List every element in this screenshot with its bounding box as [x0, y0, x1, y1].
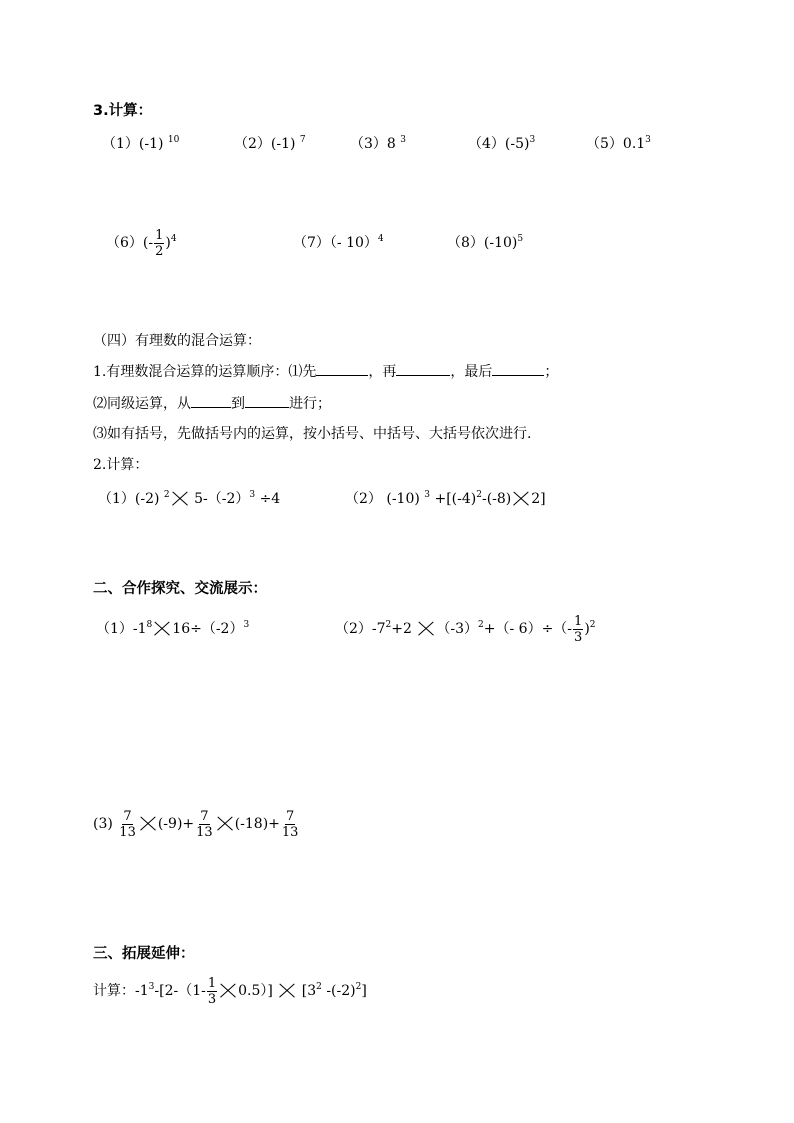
problem-4: $(4)(-5)^3$	[468, 135, 536, 152]
blank-4	[191, 393, 231, 408]
part-2-title: 二、合作探究、交流展示：	[93, 581, 267, 597]
fraction: $\frac{7}{13}$	[196, 808, 213, 840]
extension-problem: 计算：$-1^3-[2-(1-$ $\frac{1}{3}$ 0.5）] [$3^2$ $-(-2)^2$]	[93, 975, 367, 1007]
mixed-problem-2: （2） (-10) $^3 +[(-4)^2-(-8)$ 2]	[345, 490, 546, 507]
times-icon	[512, 491, 530, 507]
blank-1	[316, 361, 368, 376]
problem-5: $(5)0.1^3$	[586, 135, 651, 152]
times-icon	[153, 621, 171, 637]
fraction: $\frac{1}{3}$	[574, 613, 583, 645]
fraction: $\frac{7}{13}$	[119, 808, 136, 840]
times-icon	[171, 491, 189, 507]
mixed-problem-1: （1）(-2) $^2$ $5-(-2)^3 \div 4$	[98, 490, 281, 507]
fraction: $\frac{1}{3}$	[207, 975, 217, 1007]
blank-5	[245, 393, 289, 408]
coop-problem-2: $(2)-7^2+2$ $(-3)^2+(-$ 6）÷（- $\frac{1}{3}$ )$^2$	[335, 613, 596, 645]
brackets-line: ⑶如有括号，先做括号内的运算，按小括号、中括号、大括号依次进行.	[93, 426, 532, 442]
times-icon	[219, 983, 237, 999]
blank-3	[492, 361, 544, 376]
times-icon	[139, 816, 157, 832]
section-4-title: （四）有理数的混合运算：	[93, 333, 261, 349]
coop-problem-3: (3) $\frac{7}{13}$ (-9)+ $\frac{7}{13}$ (-18)+ $\frac{7}{13}$	[93, 808, 299, 840]
fraction: $\frac{1}{2}$	[155, 227, 164, 259]
coop-problem-1: $(1)-1^8$ $16\div(-2)^3$	[96, 620, 250, 637]
times-icon	[417, 621, 435, 637]
blank-2	[396, 361, 450, 376]
problem-6: （6）(- $\frac{1}{2}$ )$^4$	[106, 227, 177, 259]
part-3-title: 三、拓展延伸：	[93, 946, 195, 962]
times-icon	[216, 816, 234, 832]
same-level-line: ⑵同级运算，从 到 进行；	[93, 393, 331, 414]
problem-7: （7）（- 10）$^4$	[293, 234, 384, 251]
times-icon	[278, 983, 296, 999]
fraction: $\frac{7}{13}$	[281, 808, 299, 840]
problem-3: （3）8 $^3$	[350, 135, 406, 152]
problem-1: （1）(-1) $^{10}$	[102, 135, 180, 152]
section-3-title: 3.计算：	[93, 103, 153, 119]
problem-8: $(8)(-10)^5$	[447, 234, 524, 251]
calc-label: 2.计算：	[93, 457, 149, 473]
problem-2: （2）(-1) $^7$	[234, 135, 306, 152]
order-of-operations-line: 1.有理数混合运算的运算顺序：⑴先 ，再 ，最后 ；	[93, 361, 558, 382]
